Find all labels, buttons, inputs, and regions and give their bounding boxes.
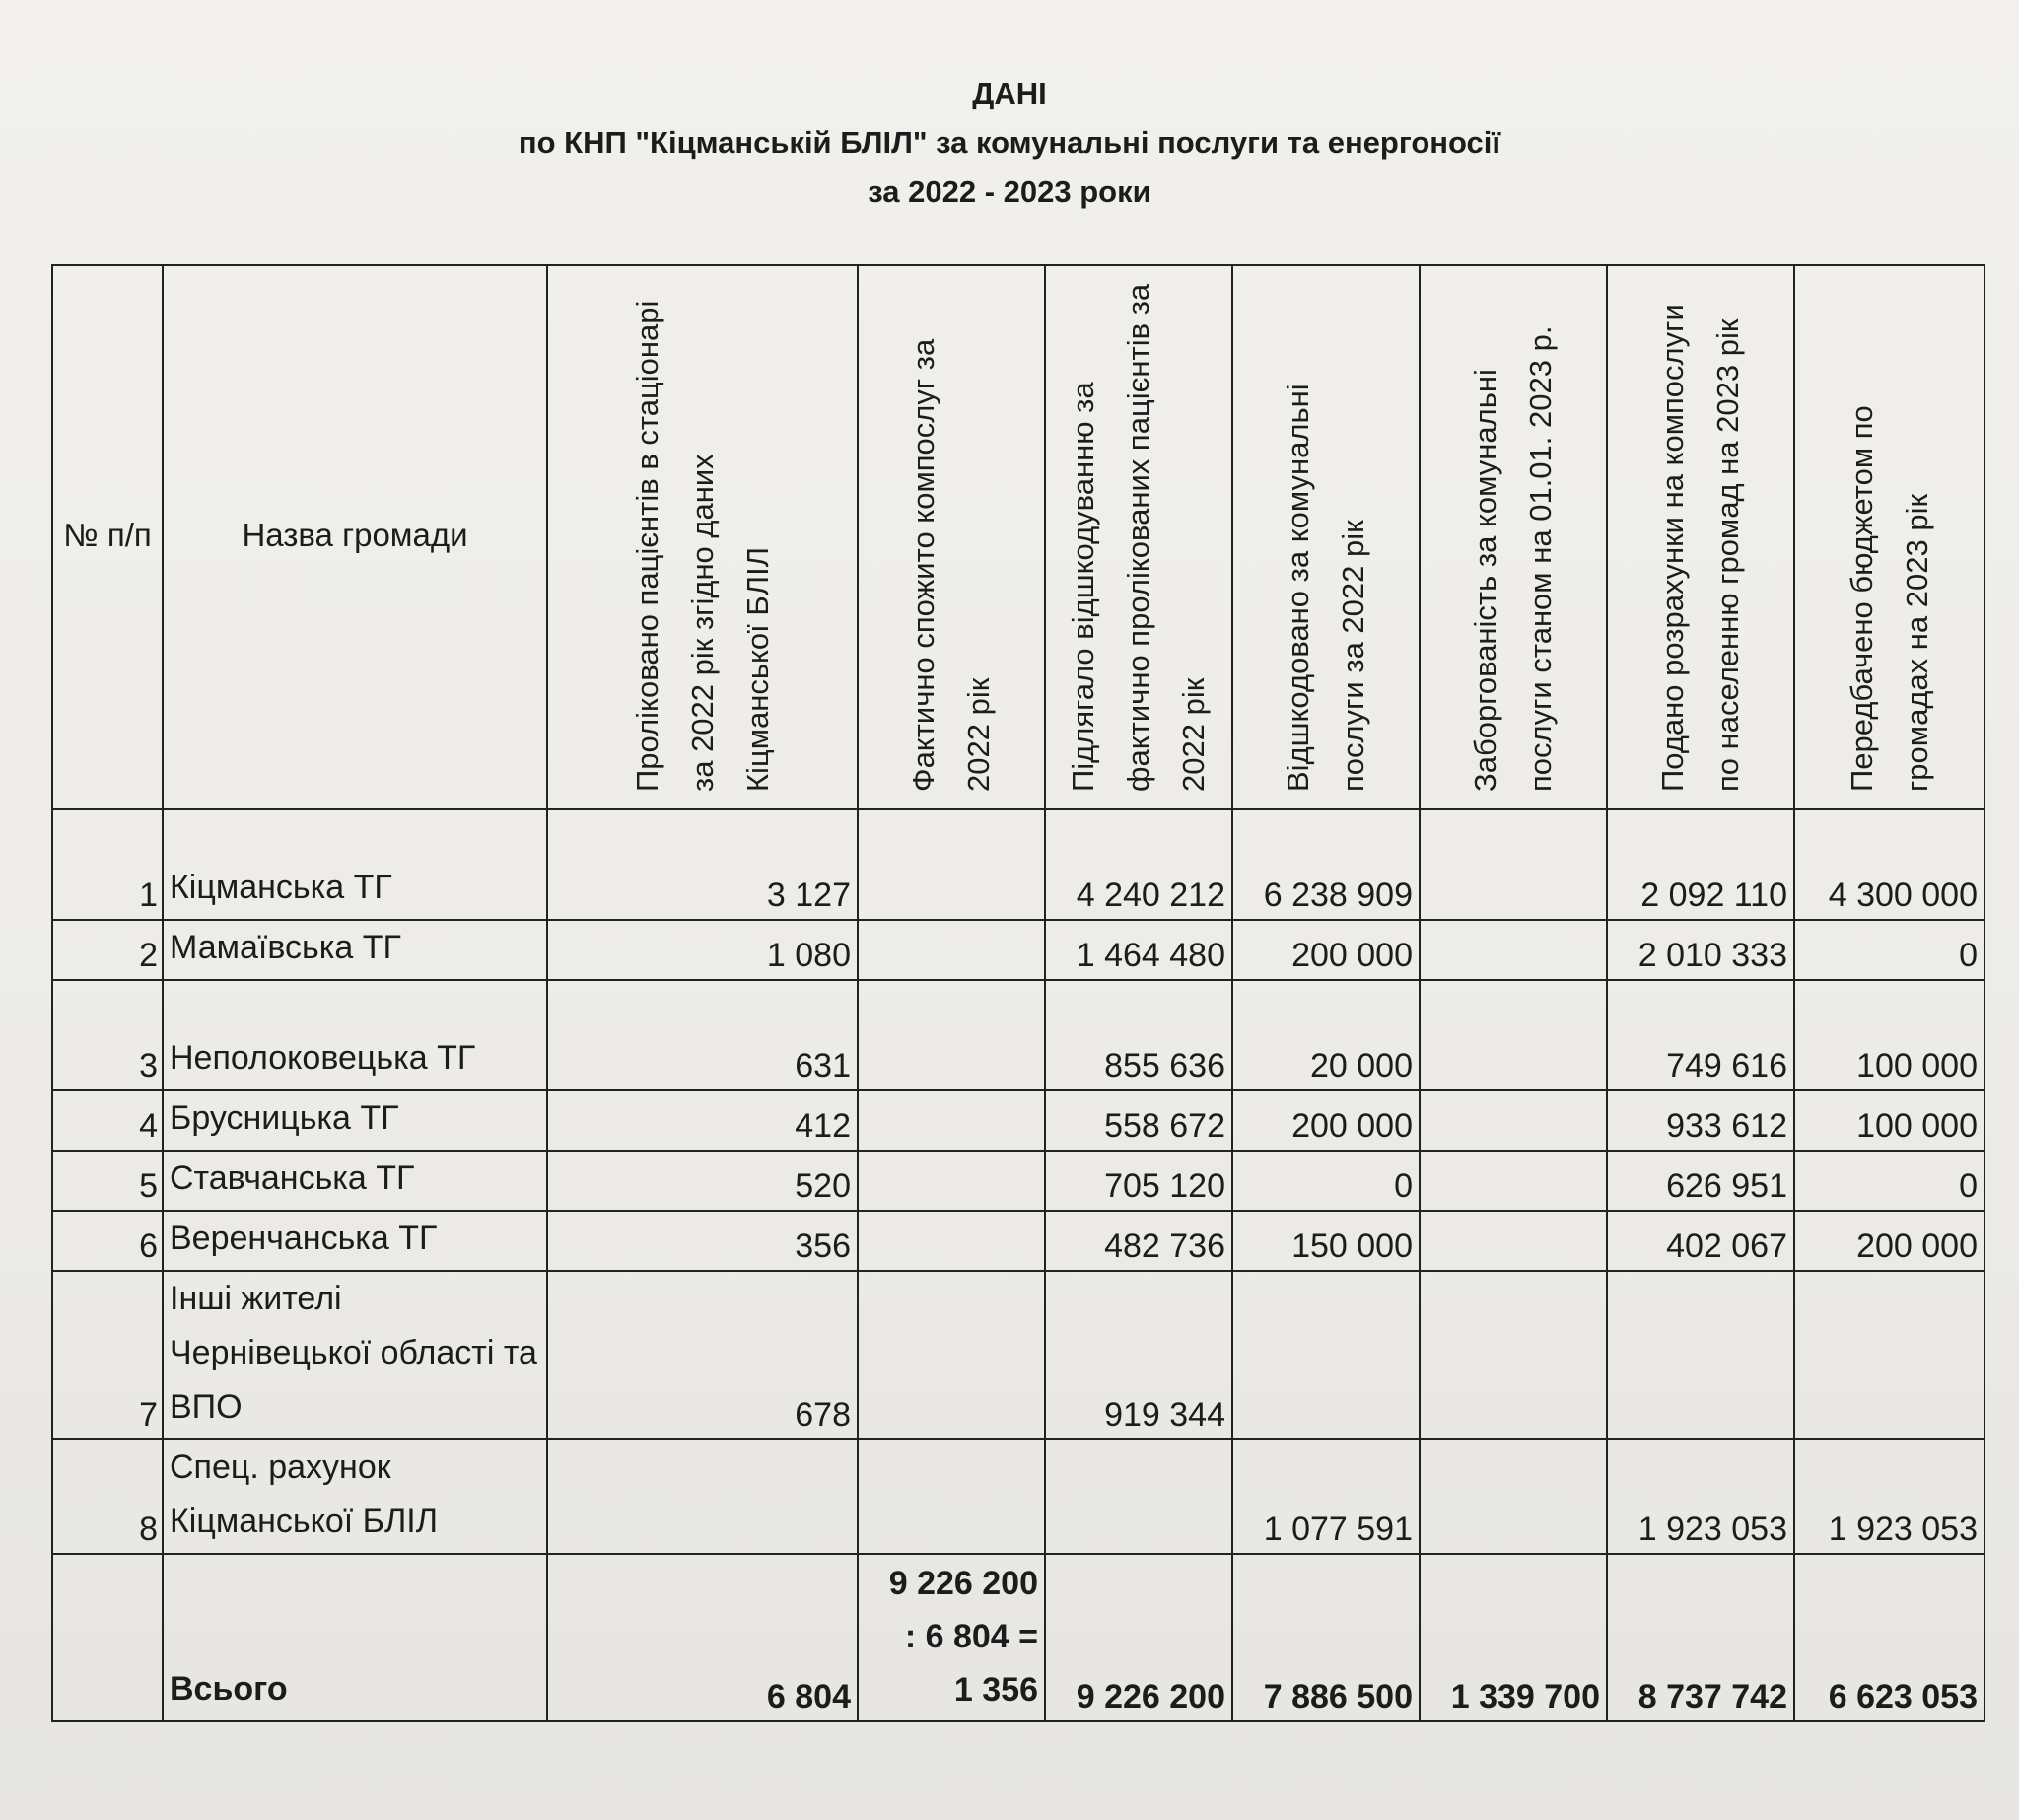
cell-patients: 678 — [547, 1271, 858, 1439]
cell-reimbursed: 150 000 — [1232, 1211, 1420, 1271]
header-debt: Заборгованість за комунальні послуги станом на 01.01. 2023 р. — [1420, 265, 1607, 809]
cell-submitted: 402 067 — [1607, 1211, 1794, 1271]
community-name: Ставчанська ТГ — [163, 1151, 547, 1211]
cell-due: 482 736 — [1045, 1211, 1232, 1271]
cell-due: 1 464 480 — [1045, 920, 1232, 980]
cell-actual — [858, 920, 1045, 980]
cell-debt — [1420, 1271, 1607, 1439]
cell-reimbursed: 200 000 — [1232, 920, 1420, 980]
total-actual-line-3: 1 356 — [953, 1671, 1038, 1709]
cell-submitted: 1 923 053 — [1607, 1439, 1794, 1554]
cell-actual — [858, 1090, 1045, 1151]
total-submitted: 8 737 742 — [1607, 1554, 1794, 1721]
total-label: Всього — [163, 1554, 547, 1721]
cell-debt — [1420, 1439, 1607, 1554]
cell-debt — [1420, 920, 1607, 980]
cell-actual — [858, 1439, 1045, 1554]
cell-submitted: 2 092 110 — [1607, 809, 1794, 920]
header-budget: Передбачено бюджетом по громадах на 2023 рік — [1794, 265, 1984, 809]
row-number: 3 — [52, 980, 163, 1090]
table-row — [52, 1090, 1984, 1151]
row-number: 5 — [52, 1151, 163, 1211]
cell-due: 705 120 — [1045, 1151, 1232, 1211]
cell-submitted: 749 616 — [1607, 980, 1794, 1090]
total-debt: 1 339 700 — [1420, 1554, 1607, 1721]
total-number-cell — [52, 1554, 163, 1721]
community-name: Спец. рахунок Кіцманської БЛІЛ — [163, 1439, 547, 1554]
cell-due — [1045, 1439, 1232, 1554]
data-table — [51, 264, 1985, 1722]
document-title — [0, 69, 2019, 217]
cell-budget: 1 923 053 — [1794, 1439, 1984, 1554]
row-number: 2 — [52, 920, 163, 980]
header-due-reimbursement: Підлягало відшкодуванню за фактично пролікованих пацієнтів за 2022 рік — [1045, 265, 1232, 809]
header-row — [52, 265, 1984, 809]
header-actual-consumption: Фактично спожито компослуг за 2022 рік — [858, 265, 1045, 809]
row-number: 7 — [52, 1271, 163, 1439]
header-submitted: Подано розрахунки на компослуги по населенню громад на 2023 рік — [1607, 265, 1794, 809]
cell-budget: 100 000 — [1794, 980, 1984, 1090]
community-name: Брусницька ТГ — [163, 1090, 547, 1151]
cell-patients: 356 — [547, 1211, 858, 1271]
cell-budget — [1794, 1271, 1984, 1439]
title-line-3: за 2022 - 2023 роки — [868, 175, 1151, 209]
cell-budget: 100 000 — [1794, 1090, 1984, 1151]
cell-budget: 200 000 — [1794, 1211, 1984, 1271]
cell-submitted — [1607, 1271, 1794, 1439]
total-patients: 6 804 — [547, 1554, 858, 1721]
table-row — [52, 1439, 1984, 1554]
cell-patients: 1 080 — [547, 920, 858, 980]
row-number: 6 — [52, 1211, 163, 1271]
cell-reimbursed: 20 000 — [1232, 980, 1420, 1090]
cell-reimbursed: 6 238 909 — [1232, 809, 1420, 920]
cell-reimbursed: 1 077 591 — [1232, 1439, 1420, 1554]
cell-reimbursed: 0 — [1232, 1151, 1420, 1211]
total-actual — [858, 1554, 1045, 1721]
cell-debt — [1420, 980, 1607, 1090]
cell-due: 558 672 — [1045, 1090, 1232, 1151]
header-reimbursed: Відшкодовано за комунальні послуги за 2022 рік — [1232, 265, 1420, 809]
cell-debt — [1420, 1090, 1607, 1151]
cell-actual — [858, 1151, 1045, 1211]
title-line-2: по КНП "Кіцманській БЛІЛ" за комунальні послуги та енергоносії — [518, 125, 1501, 160]
cell-debt — [1420, 809, 1607, 920]
cell-budget: 0 — [1794, 1151, 1984, 1211]
cell-actual — [858, 1271, 1045, 1439]
cell-due: 855 636 — [1045, 980, 1232, 1090]
cell-submitted: 626 951 — [1607, 1151, 1794, 1211]
cell-patients: 631 — [547, 980, 858, 1090]
table-row — [52, 920, 1984, 980]
table-row — [52, 1271, 1984, 1439]
table-row — [52, 809, 1984, 920]
community-name: Кіцманська ТГ — [163, 809, 547, 920]
cell-patients — [547, 1439, 858, 1554]
total-reimbursed: 7 886 500 — [1232, 1554, 1420, 1721]
community-name: Інші жителі Чернівецької області та ВПО — [163, 1271, 547, 1439]
total-due: 9 226 200 — [1045, 1554, 1232, 1721]
cell-actual — [858, 1211, 1045, 1271]
header-number: № п/п — [52, 265, 163, 809]
cell-reimbursed: 200 000 — [1232, 1090, 1420, 1151]
total-actual-line-1: 9 226 200 — [888, 1565, 1038, 1602]
row-number: 1 — [52, 809, 163, 920]
header-community-name: Назва громади — [163, 265, 547, 809]
total-budget: 6 623 053 — [1794, 1554, 1984, 1721]
cell-debt — [1420, 1151, 1607, 1211]
cell-patients: 412 — [547, 1090, 858, 1151]
community-name: Неполоковецька ТГ — [163, 980, 547, 1090]
table-row — [52, 980, 1984, 1090]
cell-budget: 4 300 000 — [1794, 809, 1984, 920]
cell-budget: 0 — [1794, 920, 1984, 980]
cell-actual — [858, 809, 1045, 920]
row-number: 4 — [52, 1090, 163, 1151]
cell-due: 4 240 212 — [1045, 809, 1232, 920]
cell-due: 919 344 — [1045, 1271, 1232, 1439]
title-line-1: ДАНІ — [972, 76, 1047, 110]
community-name: Мамаївська ТГ — [163, 920, 547, 980]
total-row — [52, 1554, 1984, 1721]
header-patients: Проліковано пацієнтів в стаціонарі за 2022 рік згідно даних Кіцманської БЛІЛ — [547, 265, 858, 809]
row-number: 8 — [52, 1439, 163, 1554]
total-actual-line-2: : 6 804 = — [904, 1618, 1038, 1655]
cell-submitted: 933 612 — [1607, 1090, 1794, 1151]
cell-debt — [1420, 1211, 1607, 1271]
cell-patients: 3 127 — [547, 809, 858, 920]
cell-reimbursed — [1232, 1271, 1420, 1439]
table-row — [52, 1211, 1984, 1271]
table-row — [52, 1151, 1984, 1211]
community-name: Веренчанська ТГ — [163, 1211, 547, 1271]
cell-submitted: 2 010 333 — [1607, 920, 1794, 980]
cell-patients: 520 — [547, 1151, 858, 1211]
cell-actual — [858, 980, 1045, 1090]
